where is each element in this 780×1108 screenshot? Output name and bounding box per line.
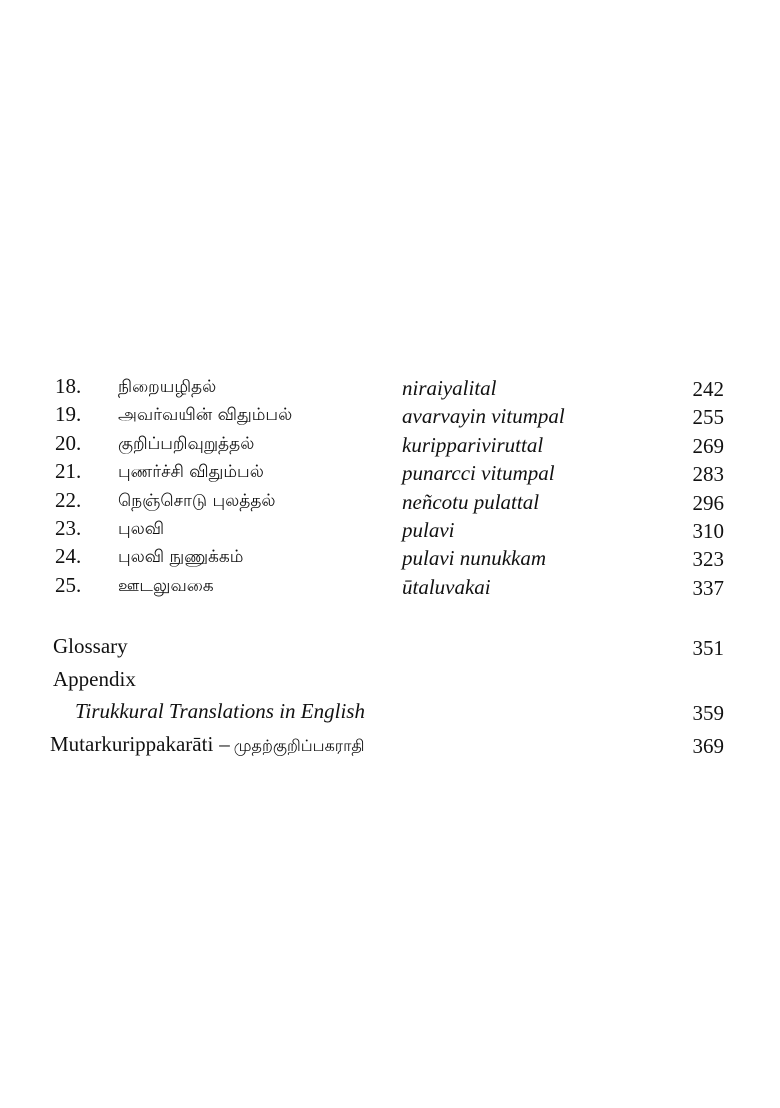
translations-page-number: 359 — [692, 701, 724, 725]
chapter-page-number: 323 — [692, 547, 724, 572]
toc-row — [0, 429, 780, 457]
chapter-title-tamil: நிறையழிதல் — [118, 377, 217, 397]
translations-label: Tirukkural Translations in English — [75, 699, 365, 723]
chapter-page-number: 283 — [692, 462, 724, 487]
index-dash: – — [219, 731, 230, 756]
chapter-list — [0, 372, 780, 599]
chapter-title-tamil: புலவி நுணுக்கம் — [118, 547, 244, 568]
toc-row — [0, 372, 780, 400]
chapter-title-tamil: அவர்வயின் விதும்பல் — [118, 405, 293, 426]
chapter-title-tamil: குறிப்பறிவுறுத்தல் — [118, 433, 255, 454]
toc-row — [0, 486, 780, 514]
chapter-page-number: 310 — [692, 518, 724, 543]
index-row — [0, 729, 780, 762]
chapter-title-transliteration: punarcci vitumpal — [402, 461, 555, 486]
chapter-number: 22. — [55, 487, 82, 512]
toc-row — [0, 571, 780, 599]
chapter-page-number: 255 — [692, 405, 724, 430]
chapter-title-transliteration: pulavi — [402, 517, 455, 542]
chapter-number: 24. — [55, 544, 82, 569]
appendix-row — [0, 664, 780, 697]
chapter-title-tamil: புணர்ச்சி விதும்பல் — [118, 462, 264, 483]
chapter-title-transliteration: kurippariviruttal — [402, 432, 544, 457]
chapter-page-number: 269 — [692, 433, 724, 458]
toc-row — [0, 514, 780, 542]
chapter-title-transliteration: neñcotu pulattal — [402, 489, 540, 514]
index-label: Mutarkurippakarāti — [50, 731, 214, 756]
chapter-title-tamil: நெஞ்சொடு புலத்தல் — [118, 490, 276, 511]
index-label-tamil: முதற்குறிப்பகராதி — [233, 735, 365, 755]
chapter-title-transliteration: ūtaluvakai — [402, 574, 491, 599]
translations-row — [0, 696, 780, 729]
index-label-group — [50, 729, 365, 761]
glossary-page-number: 351 — [692, 636, 724, 660]
back-matter-list — [0, 631, 780, 761]
chapter-number: 19. — [55, 402, 82, 427]
chapter-number: 21. — [55, 459, 82, 484]
chapter-number: 25. — [55, 572, 82, 597]
chapter-number: 20. — [55, 430, 82, 455]
chapter-title-tamil: புலவி — [118, 518, 165, 539]
chapter-title-transliteration: niraiyalital — [402, 376, 497, 400]
chapter-page-number: 337 — [692, 575, 724, 600]
glossary-row — [0, 631, 780, 664]
chapter-page-number: 296 — [692, 490, 724, 515]
glossary-label: Glossary — [53, 634, 128, 658]
chapter-title-transliteration: pulavi nunukkam — [402, 546, 547, 571]
toc-row — [0, 542, 780, 570]
chapter-number: 23. — [55, 515, 82, 540]
index-page-number: 369 — [692, 733, 724, 758]
toc-row — [0, 457, 780, 485]
chapter-number: 18. — [55, 374, 82, 398]
chapter-title-tamil: ஊடலுவகை — [118, 575, 214, 596]
chapter-page-number: 242 — [692, 377, 724, 401]
chapter-title-transliteration: avarvayin vitumpal — [402, 404, 565, 429]
toc-row — [0, 400, 780, 428]
appendix-label: Appendix — [53, 666, 136, 691]
